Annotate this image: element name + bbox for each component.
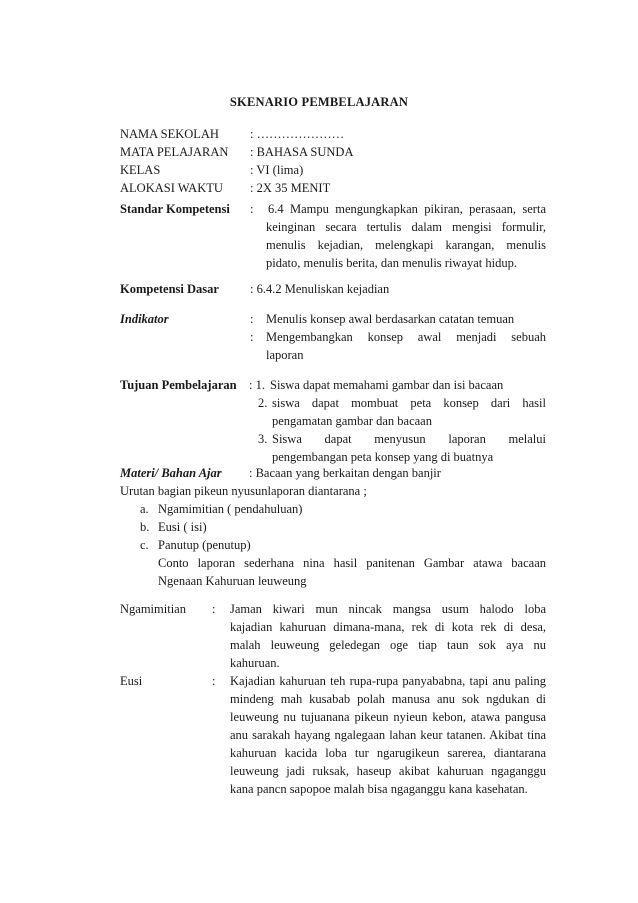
eusi-line-4: anu sarakah hayang ngalegaan lahan keur tatanen. Akibat tina bbox=[230, 728, 546, 742]
tujuan-item-3-line-2: pengembangan peta konsep yang di buatnya bbox=[272, 450, 494, 464]
urutan-item-b: Eusi ( isi) bbox=[158, 520, 207, 534]
label-mata-pelajaran: MATA PELAJARAN bbox=[120, 145, 229, 159]
urutan-marker-c: c. bbox=[140, 538, 149, 552]
ngamimitian-line-4: kahuruan. bbox=[230, 656, 280, 670]
ngamimitian-line-3: malah leuweung geledegan oge tiap taun sok aya nu bbox=[230, 638, 546, 652]
label-tujuan-pembelajaran: Tujuan Pembelajaran bbox=[120, 378, 237, 392]
tujuan-num-3: 3. bbox=[258, 432, 268, 446]
colon-ngamimitian: : bbox=[212, 602, 216, 616]
page-title: SKENARIO PEMBELAJARAN bbox=[229, 95, 409, 109]
colon-eusi: : bbox=[212, 674, 216, 688]
value-mata-pelajaran: : BAHASA SUNDA bbox=[250, 145, 354, 159]
tujuan-item-3-line-1: Siswa dapat menyusun laporan melalui bbox=[272, 432, 546, 446]
standar-line-1: 6.4 Mampu mengungkapkan pikiran, perasaan, serta bbox=[268, 202, 546, 216]
standar-line-3: menulis kejadian, melengkapi karangan, menulis bbox=[266, 238, 546, 252]
colon-standar-kompetensi: : bbox=[250, 202, 254, 216]
indikator-item-2-line-2: laporan bbox=[266, 348, 304, 362]
conto-line-2: Ngenaan Kahuruan leuweung bbox=[158, 574, 307, 588]
eusi-line-2: mindeng mah kusabab polah manusa anu sok ngdukan di bbox=[230, 692, 546, 706]
indikator-colon-1: : bbox=[250, 312, 254, 326]
label-kompetensi-dasar: Kompetensi Dasar bbox=[120, 282, 219, 296]
tujuan-num-1: : 1. bbox=[249, 378, 265, 392]
eusi-line-1: Kajadian kahuruan teh rupa-rupa panyababna, tapi anu paling bbox=[230, 674, 546, 688]
tujuan-num-2: 2. bbox=[258, 396, 268, 410]
urutan-marker-a: a. bbox=[140, 502, 149, 516]
value-kelas: : VI (lima) bbox=[250, 163, 304, 177]
label-indikator: Indikator bbox=[120, 312, 169, 326]
conto-line-1: Conto laporan sederhana nina hasil panitenan Gambar atawa bacaan bbox=[158, 556, 546, 570]
urutan-item-c: Panutup (penutup) bbox=[158, 538, 251, 552]
tujuan-item-2-line-2: pengamatan gambar dan bacaan bbox=[272, 414, 432, 428]
eusi-line-6: leuweung jadi ruksak, haseup akibat kahuruan ngaganggu bbox=[230, 764, 546, 778]
indikator-item-2-line-1: Mengembangkan konsep awal menjadi sebuah bbox=[266, 330, 546, 344]
label-alokasi-waktu: ALOKASI WAKTU bbox=[120, 181, 223, 195]
value-nama-sekolah: : ………………… bbox=[250, 127, 345, 141]
urutan-marker-b: b. bbox=[140, 520, 150, 534]
tujuan-item-2-line-1: siswa dapat mombuat peta konsep dari hasil bbox=[272, 396, 546, 410]
value-kompetensi-dasar: : 6.4.2 Menuliskan kejadian bbox=[250, 282, 390, 296]
ngamimitian-line-2: kajadian kahuruan dimana-mana, rek di kota rek di desa, bbox=[230, 620, 546, 634]
ngamimitian-line-1: Jaman kiwari mun nincak mangsa usum halodo loba bbox=[230, 602, 546, 616]
label-kelas: KELAS bbox=[120, 163, 161, 177]
value-alokasi-waktu: : 2X 35 MENIT bbox=[250, 181, 331, 195]
value-materi: : Bacaan yang berkaitan dengan banjir bbox=[249, 466, 441, 480]
label-materi: Materi/ Bahan Ajar bbox=[120, 466, 222, 480]
eusi-line-7: kana pancn sapopoe malah bisa ngaganggu kana kasehatan. bbox=[230, 782, 528, 796]
label-ngamimitian: Ngamimitian bbox=[120, 602, 186, 616]
indikator-colon-2: : bbox=[250, 330, 254, 344]
label-eusi: Eusi bbox=[120, 674, 143, 688]
eusi-line-3: leuweung nu tujuanana pikeun nyieun kebon, atawa pangusa bbox=[230, 710, 546, 724]
tujuan-item-1: Siswa dapat memahami gambar dan isi bacaan bbox=[270, 378, 504, 392]
urutan-intro: Urutan bagian pikeun nyusunlaporan diantarana ; bbox=[120, 484, 367, 498]
eusi-line-5: kahuruan kacida loba tur ngarugikeun sarerea, diantarana bbox=[230, 746, 546, 760]
label-nama-sekolah: NAMA SEKOLAH bbox=[120, 127, 219, 141]
urutan-item-a: Ngamimitian ( pendahuluan) bbox=[158, 502, 303, 516]
standar-line-4: pidato, menulis berita, dan menulis riwayat hidup. bbox=[266, 256, 517, 270]
label-standar-kompetensi: Standar Kompetensi bbox=[120, 202, 230, 216]
indikator-item-1: Menulis konsep awal berdasarkan catatan temuan bbox=[266, 312, 515, 326]
standar-line-2: keinginan secara tertulis dalam mengisi formulir, bbox=[266, 220, 546, 234]
